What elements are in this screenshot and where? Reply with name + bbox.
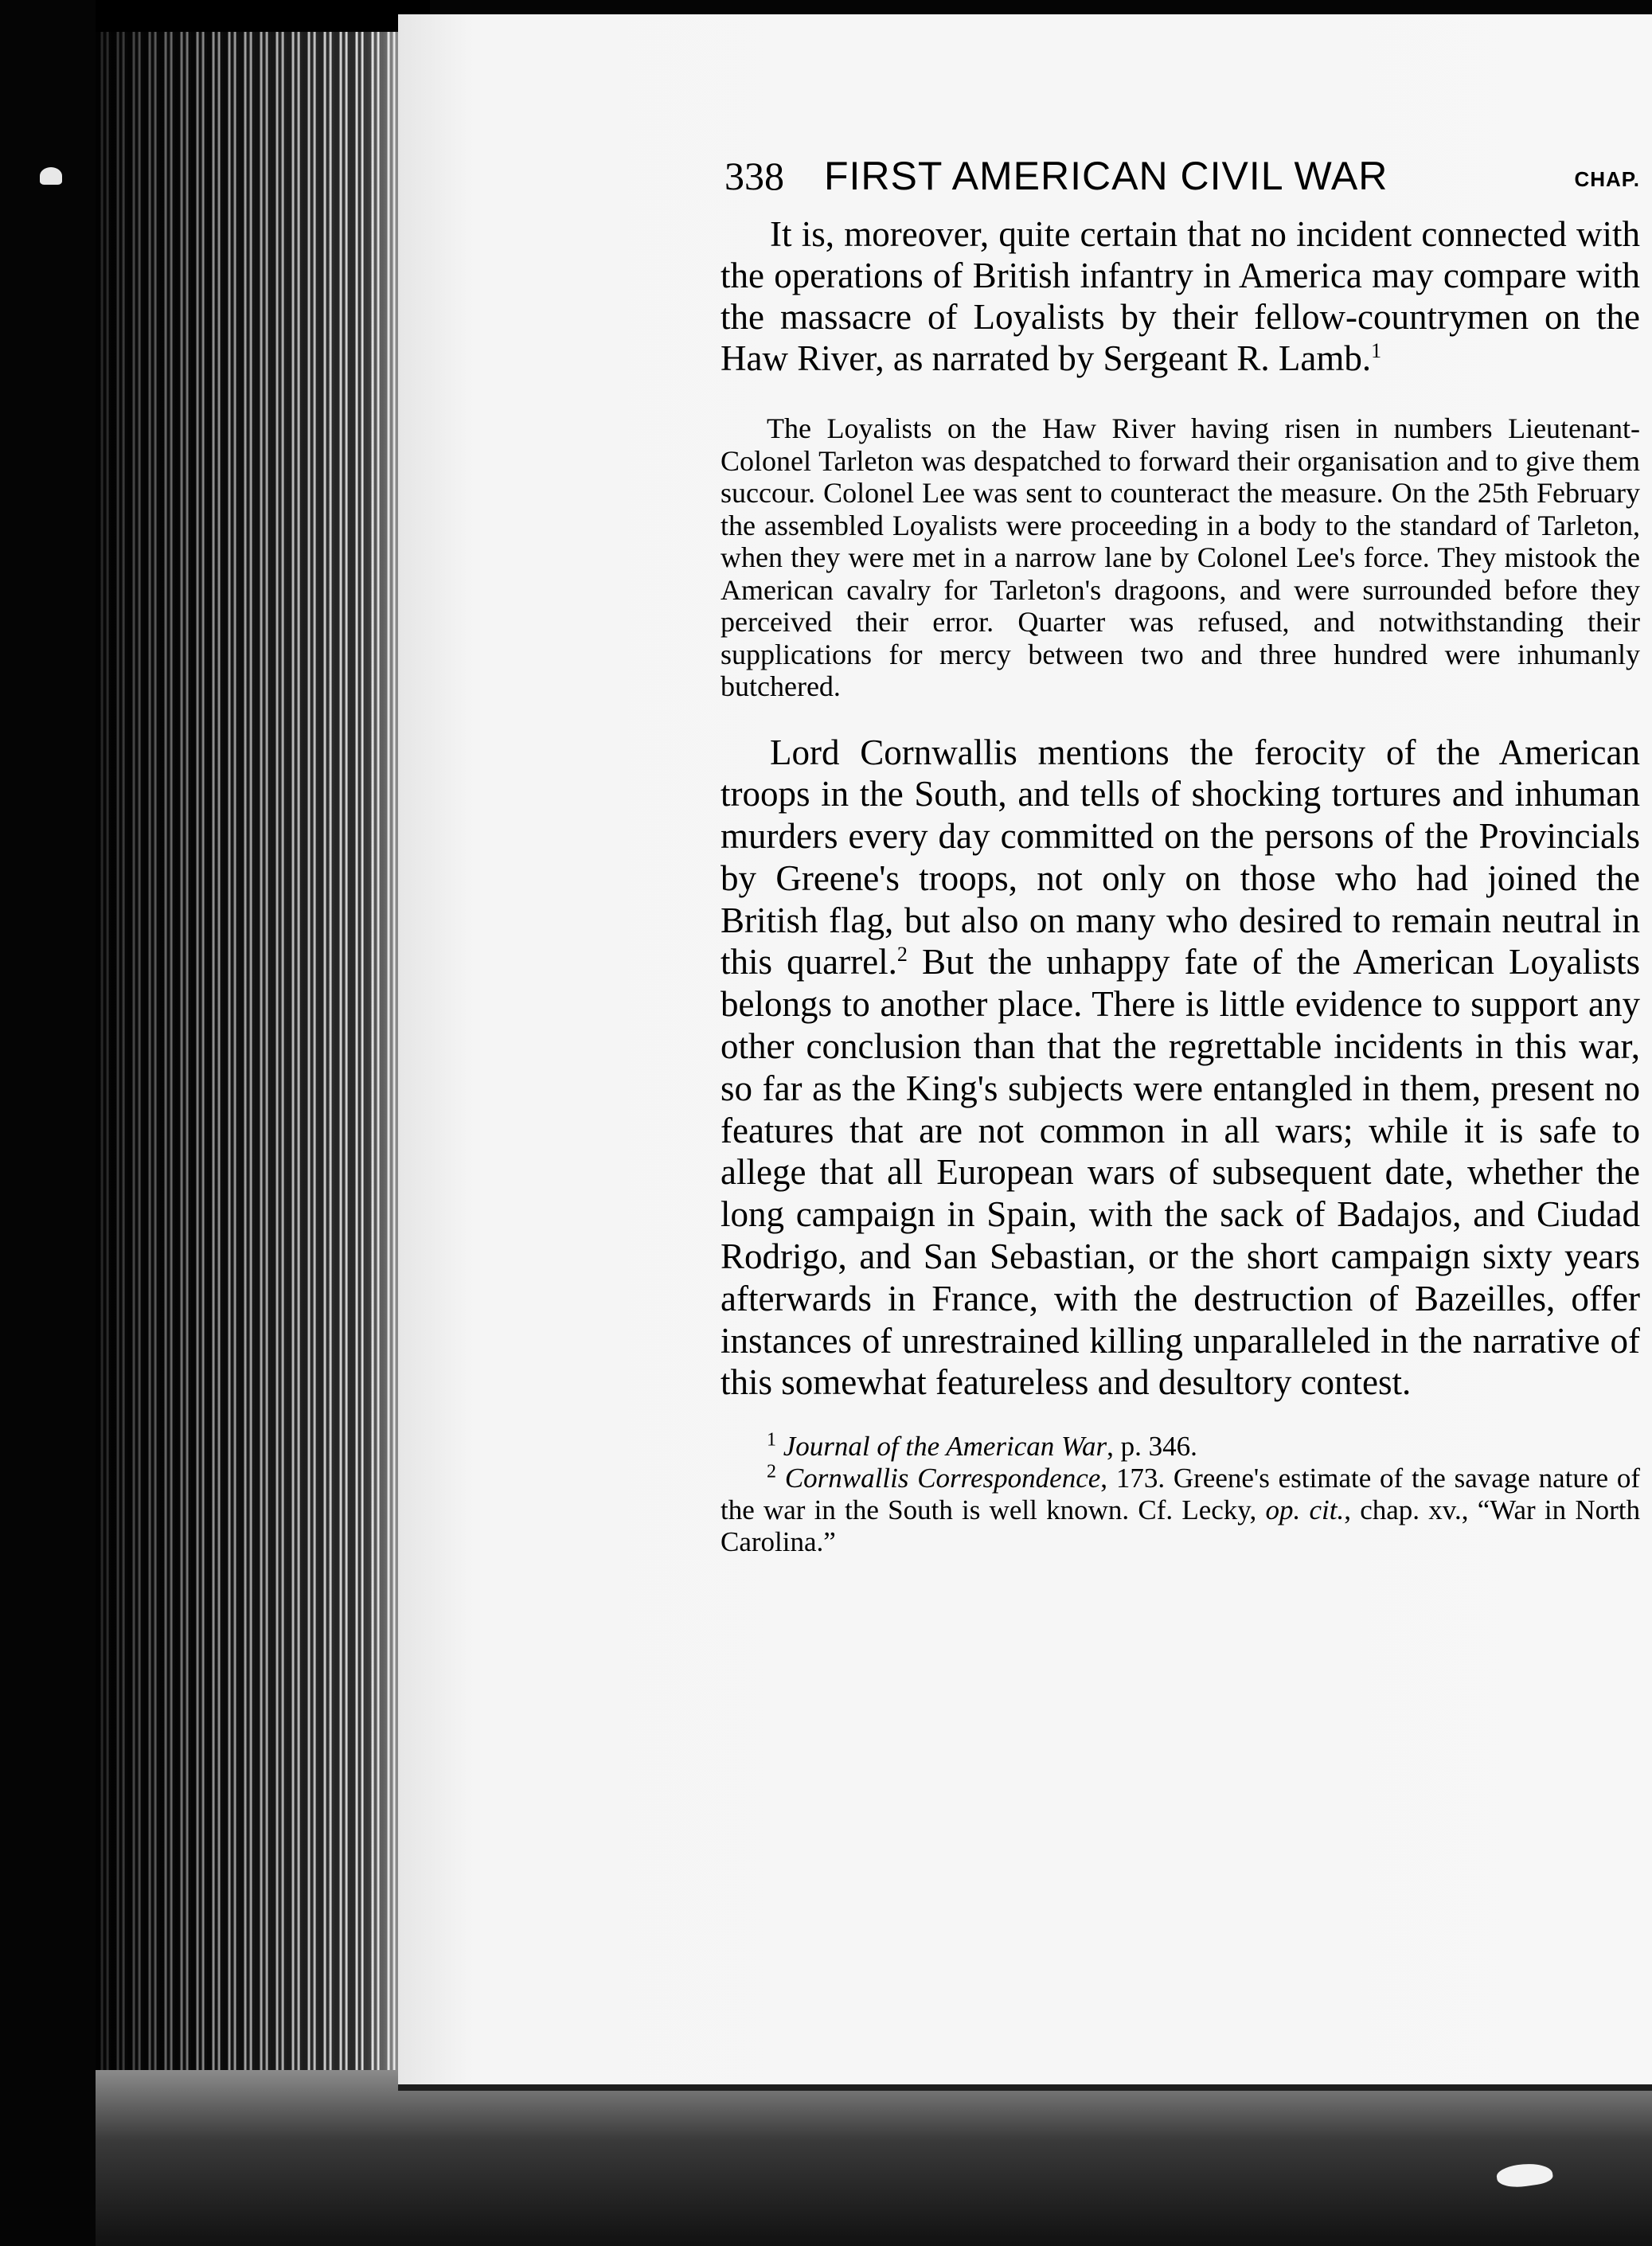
- footnote-title: op. cit.: [1265, 1494, 1345, 1526]
- footnotes: [721, 1431, 1640, 1558]
- page-content: [721, 148, 1640, 1558]
- main-paragraph: [721, 732, 1640, 1404]
- page-number: 338: [724, 154, 784, 198]
- paragraph-text: It is, moreover, quite certain that no incident connected with the operations of British infantry in America may compare with the massacre of Loyalists by their fellow-countrymen on the Haw River, as narrated by Sergeant R. Lamb.: [721, 214, 1640, 378]
- block-quotation: The Loyalists on the Haw River having risen in numbers Lieutenant-Colonel Tarleton was despatched to forward their organisation and to give them succour. Colonel Lee was sent to counteract the measure. On the 25th February the assembled Loyalists were proceeding in a body to the standard of Tarleton, when they were met in a narrow lane by Colonel Lee's force. They mistook the American cavalry for Tarleton's dragoons, and were surrounded before they perceived their error. Quarter was refused, and notwithstanding their supplications for mercy between two and three hundred were inhumanly butchered.: [721, 412, 1640, 702]
- footnote-number: 1: [767, 1429, 776, 1451]
- footnote-1: [721, 1431, 1640, 1463]
- footnote-ref: 1: [1371, 339, 1382, 362]
- top-shadow: [96, 0, 430, 32]
- footnote-text: , chap. xv., “War in North Carolina.”: [721, 1494, 1640, 1558]
- paragraph-text-before: Lord Cornwallis mentions the ferocity of the American troops in the South, and tells of shocking tortures and inhuman murders every day committed on the persons of the Provincials by Greene's troops, not only on those who had joined the British flag, but also on many who desired to remain neutral in this quarrel.: [721, 732, 1640, 982]
- running-head: [721, 148, 1640, 204]
- bottom-shadow: [96, 2070, 1652, 2246]
- running-title: FIRST AMERICAN CIVIL WAR: [824, 154, 1388, 198]
- paragraph-text-after: But the unhappy fate of the American Loyalists belongs to another place. There is little evidence to support any other conclusion than that the regrettable incidents in this war, so far as the King's subjects were entangled in them, present no features that are not common in all wars; while it is safe to allege that all European wars of subsequent date, whether the long campaign in Spain, with the sack of Badajos, and Ciudad Rodrigo, and San Sebastian, or the short campaign sixty years afterwards in France, with the destruction of Bazeilles, offer instances of unrestrained killing unparalleled in the narrative of this somewhat featureless and desultory contest.: [721, 942, 1640, 1403]
- footnote-title: Cornwallis Correspondence: [784, 1463, 1101, 1494]
- page-edge-shadow: [96, 0, 430, 2246]
- scan-mark: [40, 167, 62, 185]
- footnote-2: [721, 1463, 1640, 1558]
- opening-paragraph: [721, 213, 1640, 379]
- footnote-title: Journal of the American War: [783, 1431, 1107, 1463]
- footnote-ref: 2: [896, 943, 908, 967]
- footnote-text: , 173. Greene's estimate of the savage nature of the war in the South is well known. Cf. Lecky,: [721, 1463, 1641, 1526]
- footnote-number: 2: [767, 1461, 776, 1482]
- chapter-label: CHAP.: [1574, 167, 1640, 191]
- footnote-text: , p. 346.: [1107, 1431, 1197, 1463]
